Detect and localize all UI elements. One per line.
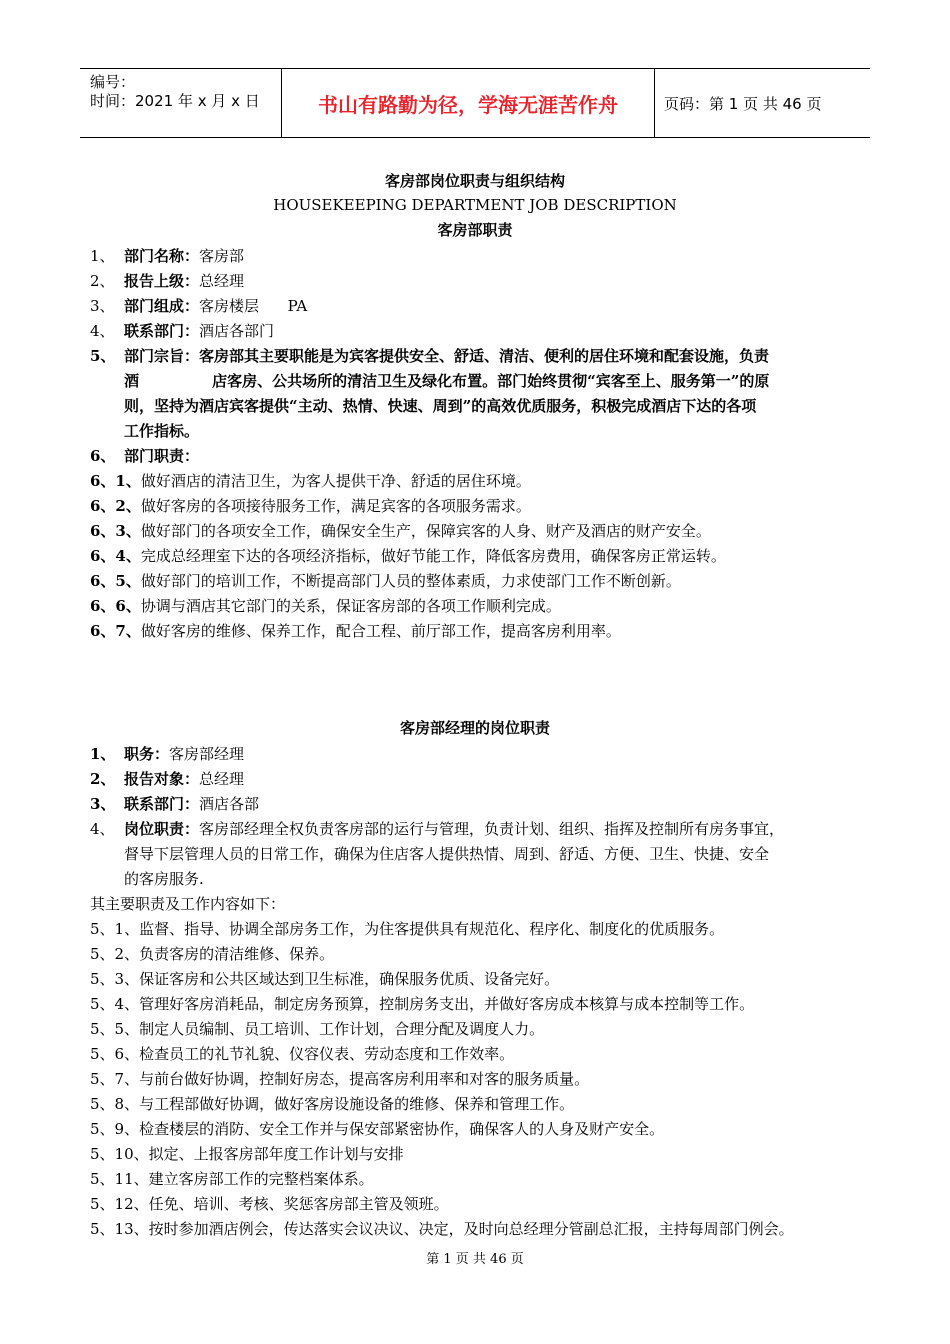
duty-item (90, 470, 531, 491)
document-title: 客房部岗位职责与组织结构 (384, 172, 565, 190)
duty-item: 5、2、负责客房的清洁维修、保养。 (90, 945, 335, 963)
section2-heading: 客房部经理的岗位职责 (399, 719, 550, 737)
item5-line: 酒 店客房、公共场所的清洁卫生及绿化布置。部门始终贯彻“宾客至上、服务第一”的原 (124, 372, 770, 390)
list-item (90, 768, 244, 789)
item-text: 总经理 (199, 272, 245, 290)
duty-item: 5、7、与前台做好协调，控制好房态，提高客房利用率和对客的服务质量。 (90, 1070, 590, 1088)
duty-number: 6、5、 (90, 572, 141, 590)
duty-text: 做好客房的各项接待服务工作，满足宾客的各项服务需求。 (140, 497, 531, 515)
duty-item: 5、4、管理好客房消耗品，制定房务预算，控制房务支出，并做好客房成本核算与成本控制等工作。 (90, 995, 755, 1013)
item-label: 部门组成： (124, 297, 200, 315)
duty-item (90, 595, 561, 616)
duty-item: 5、11、建立客房部工作的完整档案体系。 (90, 1170, 374, 1188)
duty-item: 5、3、保证客房和公共区域达到卫生标准，确保服务优质、设备完好。 (90, 970, 560, 988)
item-label: 职务： (124, 745, 170, 763)
item-text: 酒店各部 (199, 795, 260, 813)
item-text: 总经理 (199, 770, 245, 788)
item-label: 联系部门： (124, 322, 200, 340)
header-motto: 书山有路勤为径，学海无涯苦作舟 (282, 69, 655, 137)
duty-item (90, 495, 531, 516)
list-item (90, 818, 784, 839)
item-label: 部门名称： (124, 247, 200, 265)
item-number: 3、 (90, 297, 115, 315)
duty-text: 做好酒店的清洁卫生，为客人提供干净、舒适的居住环境。 (140, 472, 531, 490)
duty-text: 做好客房的维修、保养工作，配合工程、前厅部工作，提高客房利用率。 (140, 622, 621, 640)
item5-line: 工作指标。 (124, 422, 200, 440)
item-label: 联系部门： (124, 795, 200, 813)
duty-item: 5、9、检查楼层的消防、安全工作并与保安部紧密协作，确保客人的人身及财产安全。 (90, 1120, 665, 1138)
duty-text: 完成总经理室下达的各项经济指标，做好节能工作，降低客房费用，确保客房正常运转。 (140, 547, 726, 565)
duty-item (90, 545, 726, 566)
duty-text: 协调与酒店其它部门的关系，保证客房部的各项工作顺利完成。 (140, 597, 561, 615)
item5-line: 部门宗旨：客房部其主要职能是为宾客提供安全、舒适、清洁、便利的居住环境和配套设施，负责 (124, 347, 770, 365)
duty-item: 5、13、按时参加酒店例会，传达落实会议决议、决定，及时向总经理分管副总汇报，主持每周部门例会。 (90, 1220, 794, 1238)
list-item (90, 445, 199, 466)
item5-number: 5、 (90, 347, 116, 365)
duty-item: 5、8、与工程部做好协调，做好客房设施设备的维修、保养和管理工作。 (90, 1095, 575, 1113)
duty-item: 5、10、拟定、上报客房部年度工作计划与安排 (90, 1145, 404, 1163)
list-item (90, 270, 244, 291)
item-number: 1、 (90, 745, 116, 763)
item-label: 报告对象： (124, 770, 200, 788)
item-text: 客房楼层 PA (199, 297, 308, 315)
item-number: 3、 (90, 795, 116, 813)
item-number: 4、 (90, 820, 115, 838)
item-number: 2、 (90, 272, 115, 290)
number-label: 编号： (90, 73, 136, 91)
duty-item: 5、5、制定人员编制、员工培训、工作计划，合理分配及调度人力。 (90, 1020, 545, 1038)
duty-text: 做好部门的各项安全工作，确保安全生产，保障宾客的人身、财产及酒店的财产安全。 (140, 522, 711, 540)
duty-text: 做好部门的培训工作，不断提高部门人员的整体素质，力求使部门工作不断创新。 (140, 572, 681, 590)
page-footer: 第 1 页 共 46 页 (426, 1252, 524, 1267)
list-item (90, 245, 244, 266)
item-text: 客房部 (199, 247, 245, 265)
item-number: 4、 (90, 322, 115, 340)
duty-item: 5、1、监督、指导、协调全部房务工作，为住客提供具有规范化、程序化、制度化的优质服务。 (90, 920, 725, 938)
item5-line: 则，坚持为酒店宾客提供“主动、热情、快速、周到”的高效优质服务，积极完成酒店下达的各项 (124, 397, 757, 415)
item-label: 岗位职责： (124, 820, 200, 838)
header-page-label: 页码：第 1 页 共 46 页 (664, 94, 822, 113)
list-item (90, 295, 307, 316)
duty-number: 6、4、 (90, 547, 141, 565)
item-number: 1、 (90, 247, 115, 265)
item-text: 客房部经理全权负责客房部的运行与管理，负责计划、组织、指挥及控制所有房务事宜， (199, 820, 785, 838)
duty-item (90, 570, 681, 591)
duty-number: 6、6、 (90, 597, 141, 615)
duty-number: 6、2、 (90, 497, 141, 515)
item-number: 2、 (90, 770, 116, 788)
item-label: 报告上级： (124, 272, 200, 290)
item4-continuation: 督导下层管理人员的日常工作，确保为住店客人提供热情、周到、舒适、方便、卫生、快捷、安全 (124, 845, 770, 863)
document-title-en: HOUSEKEEPING DEPARTMENT JOB DESCRIPTION (273, 196, 677, 214)
item-label: 部门职责： (124, 447, 200, 465)
duty-item: 5、6、检查员工的礼节礼貌、仪容仪表、劳动态度和工作效率。 (90, 1045, 515, 1063)
duty-item: 5、12、任免、培训、考核、奖惩客房部主管及领班。 (90, 1195, 449, 1213)
section1-heading: 客房部职责 (437, 221, 513, 239)
list-item (90, 743, 244, 764)
duty-item (90, 620, 621, 641)
list-item (90, 793, 259, 814)
list-item (90, 320, 274, 341)
duty-item (90, 520, 711, 541)
document-header (80, 68, 870, 138)
duty-number: 6、7、 (90, 622, 141, 640)
item4-continuation: 的客房服务. (124, 870, 204, 888)
duty-number: 6、3、 (90, 522, 141, 540)
item-text: 客房部经理 (169, 745, 245, 763)
date-label: 时间：2021 年 x 月 x 日 (90, 92, 260, 110)
header-meta-cell (80, 69, 282, 137)
item-text: 酒店各部门 (199, 322, 275, 340)
duties-intro: 其主要职责及工作内容如下： (90, 895, 286, 913)
duty-number: 6、1、 (90, 472, 141, 490)
item-number: 6、 (90, 447, 116, 465)
